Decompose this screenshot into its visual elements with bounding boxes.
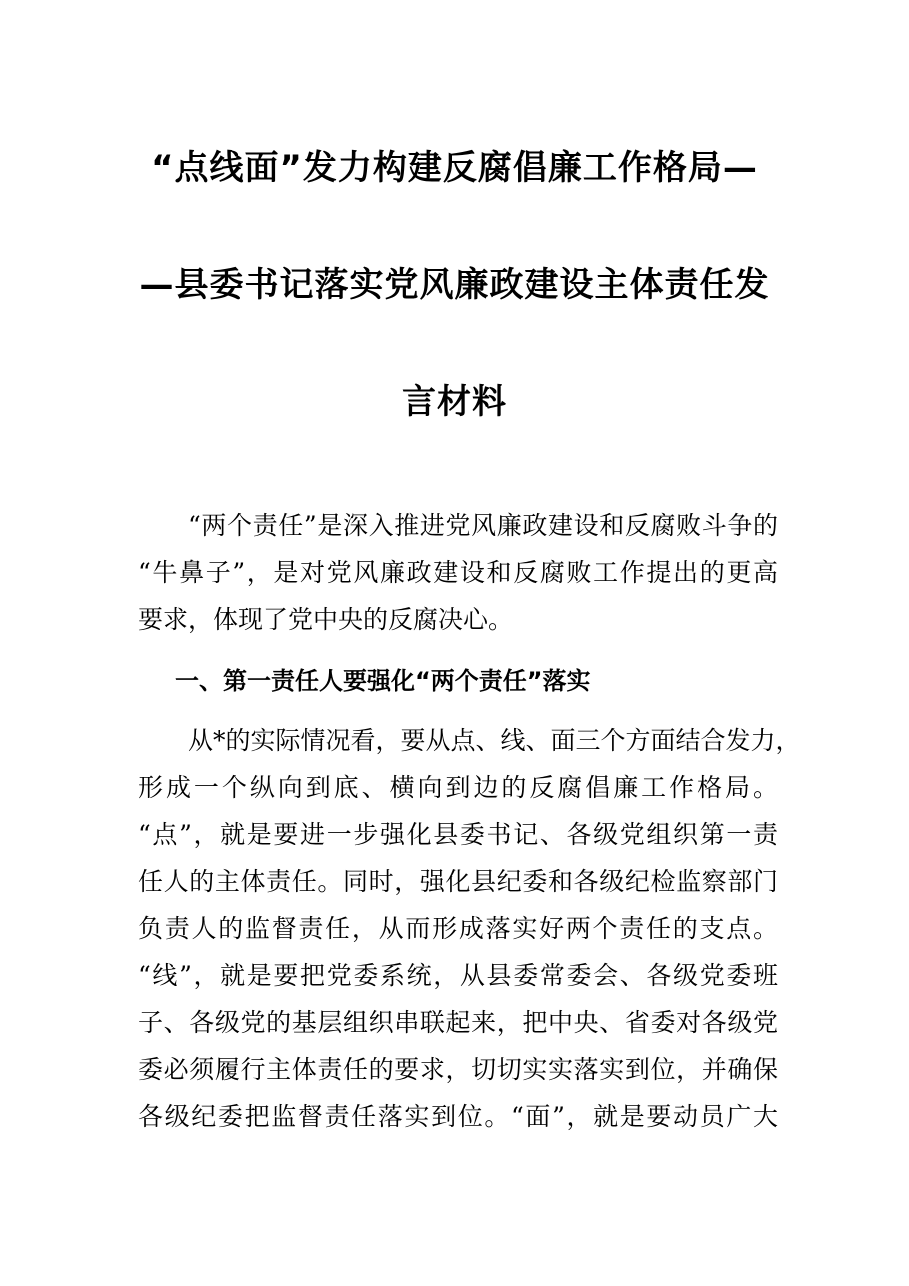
title-line-3: 言材料 [402,382,507,422]
section1-line-5: 负责人的监督责任，从而形成落实好两个责任的支点。 [138,914,778,943]
intro-line-3: 要求，体现了党中央的反腐决心。 [138,605,514,634]
section1-line-4: 任人的主体责任。同时，强化县纪委和各级纪检监察部门 [138,867,778,896]
title-line-2: —县委书记落实党风廉政建设主体责任发 [139,265,770,305]
section1-line-6: “线”，就是要把党委系统，从县委常委会、各级党委班 [138,961,778,990]
section1-line-3: “点”，就是要进一步强化县委书记、各级党组织第一责 [138,820,778,849]
section1-line-7: 子、各级党的基层组织串联起来，把中央、省委对各级党 [138,1008,778,1037]
section1-line-2: 形成一个纵向到底、横向到边的反腐倡廉工作格局。 [138,773,778,802]
section1-line-1: 从*的实际情况看，要从点、线、面三个方面结合发力， [188,726,801,755]
intro-line-2: “牛鼻子”，是对党风廉政建设和反腐败工作提出的更高 [138,558,778,587]
section1-line-8: 委必须履行主体责任的要求，切切实实落实到位，并确保 [138,1055,778,1084]
intro-line-1: “两个责任”是深入推进党风廉政建设和反腐败斗争的 [188,511,778,540]
section-heading-1: 一、第一责任人要强化“两个责任”落实 [175,667,591,695]
title-line-1: “点线面”发力构建反腐倡廉工作格局— [151,148,758,188]
section1-line-9: 各级纪委把监督责任落实到位。“面”，就是要动员广大 [138,1102,778,1131]
